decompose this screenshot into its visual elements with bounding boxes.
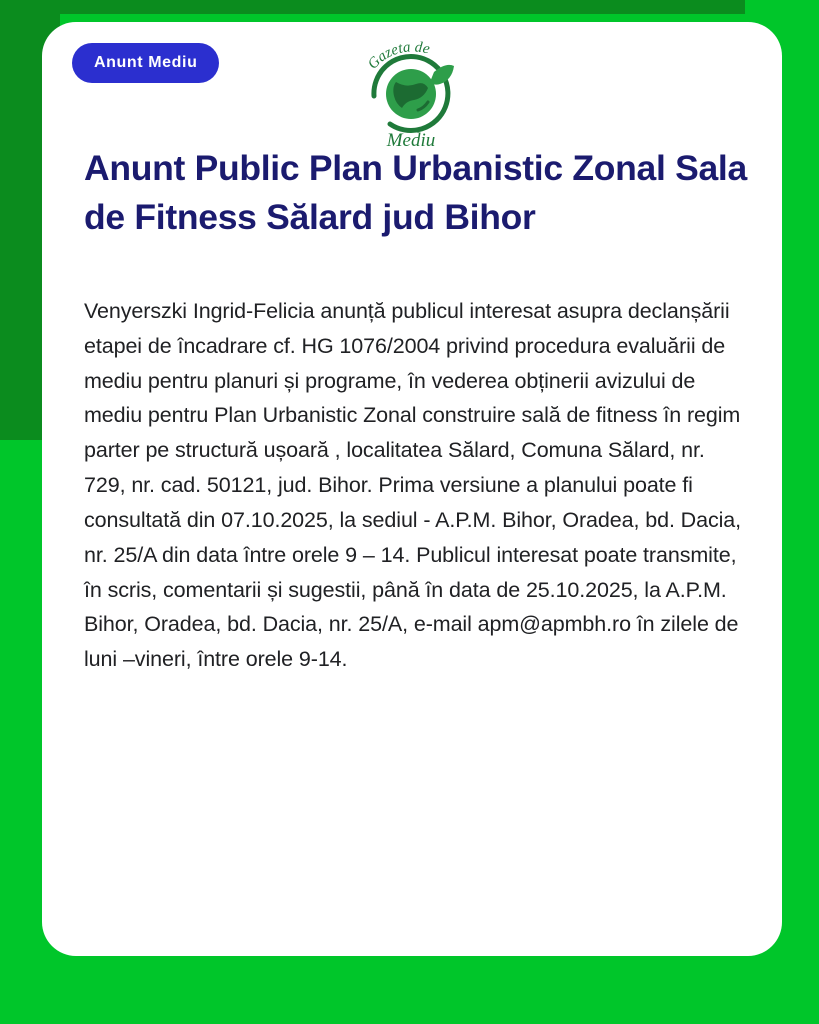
category-badge: Anunt Mediu bbox=[72, 43, 219, 83]
gazeta-de-mediu-logo bbox=[356, 34, 466, 154]
announcement-card bbox=[42, 22, 782, 956]
svg-text:Gazeta de: Gazeta de bbox=[364, 39, 432, 73]
announcement-body: Venyerszki Ingrid-Felicia anunță publicul interesat asupra declanșării etapei de încadrare cf. HG 1076/2004 privind procedura evaluării de mediu pentru planuri și programe, în vederea obținerii avizului de mediu pentru Plan Urbanistic Zonal construire sală de fitness în regim parter pe structură ușoară , localitatea Sălard, Comuna Sălard, nr. 729, nr. cad. 50121, jud. Bihor. Prima versiune a planului poate fi consultată din 07.10.2025, la sediul - A.P.M. Bihor, Oradea, bd. Dacia, nr. 25/A din data între orele 9 – 14. Publicul interesat poate transmite, în scris, comentarii și sugestii, până în data de 25.10.2025, la A.P.M. Bihor, Oradea, bd. Dacia, nr. 25/A, e-mail apm@apmbh.ro în zilele de luni –vineri, între orele 9-14. bbox=[84, 299, 742, 672]
svg-text:Mediu: Mediu bbox=[386, 130, 436, 151]
background-accent-top bbox=[0, 0, 760, 14]
page-title: Anunt Public Plan Urbanistic Zonal Sala de Fitness Sălard jud Bihor bbox=[84, 148, 747, 237]
